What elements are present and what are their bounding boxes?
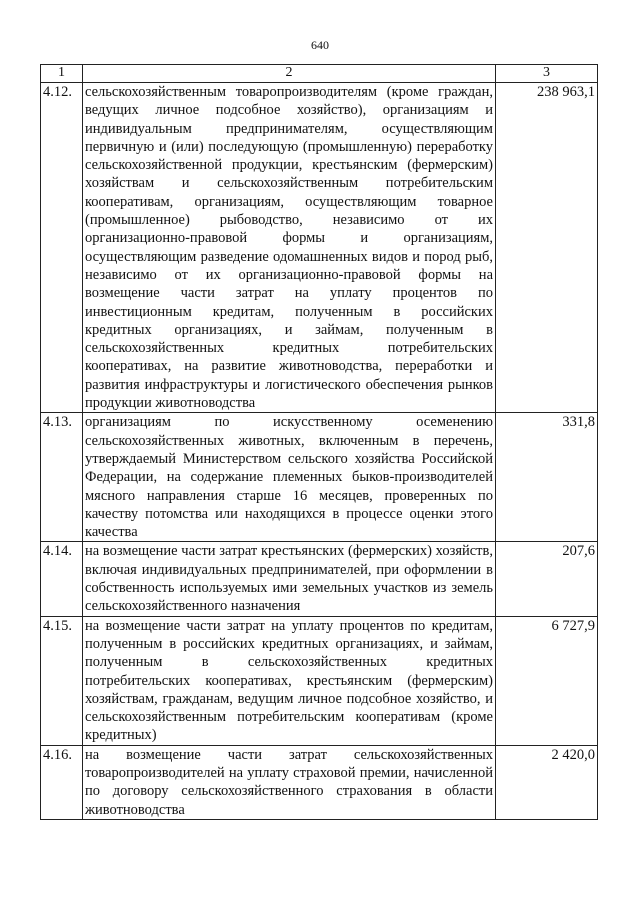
table-row — [41, 542, 598, 616]
row-number: 4.14. — [41, 542, 83, 616]
column-header-2: 2 — [83, 65, 496, 83]
table-row — [41, 745, 598, 819]
table-header-row — [41, 65, 598, 83]
row-number: 4.15. — [41, 616, 83, 745]
row-amount: 207,6 — [496, 542, 598, 616]
row-amount: 6 727,9 — [496, 616, 598, 745]
row-description: на возмещение части затрат на уплату процентов по кредитам, полученным в российских кредитных организациях, и займам, полученным в сельскохозяйственных кредитных потребительских кооперативах, крестьянским (фермерским) хозяйствам, гражданам, ведущим личное подсобное хозяйство, и сельскохозяйственным потребительским кооперативам (кроме кредитных) — [83, 616, 496, 745]
row-description: сельскохозяйственным товаропроизводителям (кроме граждан, ведущих личное подсобное хозяйство), организациям и индивидуальным предпринимателям, осуществляющим первичную и (или) последующую (промышленную) переработку сельскохозяйственной продукции, крестьянским (фермерским) хозяйствам и сельскохозяйственным потребительским кооперативам, организациям, осуществляющим товарное (промышленное) рыбоводство, независимо от их организационно-правовой формы и организациям, осуществляющим разведение одомашненных видов и пород рыб, независимо от их организационно-правовой формы на возмещение части затрат на уплату процентов по инвестиционным кредитам, полученным в российских кредитных организациях, и займам, полученным в сельскохозяйственных кредитных потребительских кооперативах, на развитие животноводства, переработки и развития инфраструктуры и логистического обеспечения рынков продукции животноводства — [83, 83, 496, 413]
row-description: организациям по искусственному осеменению сельскохозяйственных животных, включенным в перечень, утверждаемый Министерством сельского хозяйства Российской Федерации, на содержание племенных быков-производителей мясного направления старше 16 месяцев, проверенных по качеству потомства или находящихся в процессе оценки этого качества — [83, 413, 496, 542]
row-number: 4.16. — [41, 745, 83, 819]
table-row — [41, 413, 598, 542]
row-description: на возмещение части затрат сельскохозяйственных товаропроизводителей на уплату страховой премии, начисленной по договору сельскохозяйственного страхования в области животноводства — [83, 745, 496, 819]
row-number: 4.13. — [41, 413, 83, 542]
row-amount: 2 420,0 — [496, 745, 598, 819]
row-amount: 331,8 — [496, 413, 598, 542]
row-amount: 238 963,1 — [496, 83, 598, 413]
table-row — [41, 83, 598, 413]
row-number: 4.12. — [41, 83, 83, 413]
row-description: на возмещение части затрат крестьянских (фермерских) хозяйств, включая индивидуальных предпринимателей, при оформлении в собственность используемых ими земельных участков из земель сельскохозяйственного назначения — [83, 542, 496, 616]
budget-table — [40, 64, 598, 820]
column-header-3: 3 — [496, 65, 598, 83]
page-number: 640 — [311, 38, 329, 52]
table-row — [41, 616, 598, 745]
column-header-1: 1 — [41, 65, 83, 83]
